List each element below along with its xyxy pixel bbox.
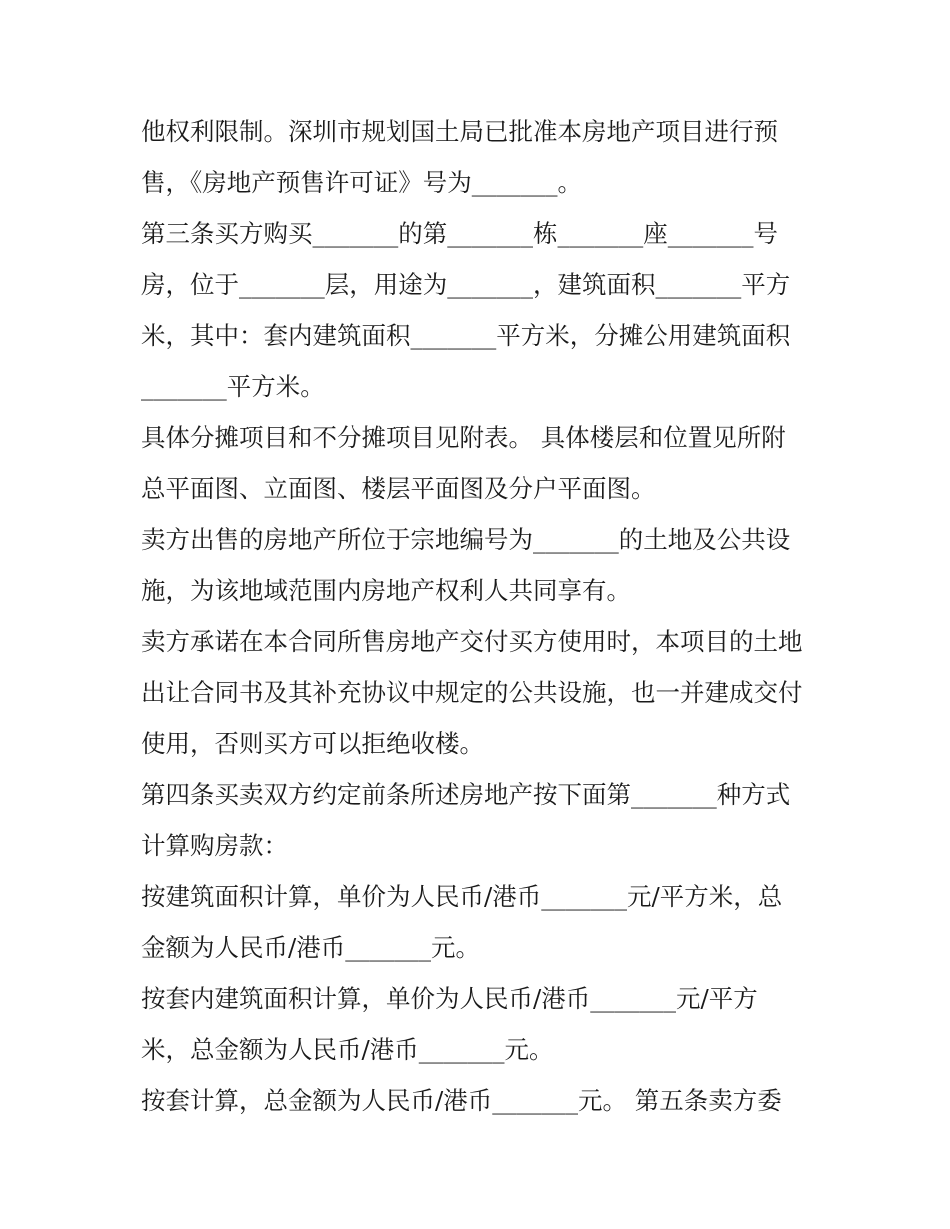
text-line: 出让合同书及其补充协议中规定的公共设施，也一并建成交付 [141,678,803,707]
text-line: 第四条买卖双方约定前条所述房地产按下面第_______种方式 [141,780,791,809]
text-line: 施，为该地域范围内房地产权利人共同享有。 [141,576,631,605]
text-line: 按建筑面积计算，单价为人民币/港币_______元/平方米，总 [141,882,783,911]
text-line: 米，总金额为人民币/港币_______元。 [141,1035,554,1064]
text-line: 售，《房地产预售许可证》号为_______。 [141,168,582,197]
text-line: 金额为人民币/港币_______元。 [141,933,481,962]
text-line: 卖方承诺在本合同所售房地产交付买方使用时，本项目的土地 [141,627,803,656]
text-line: 米，其中：套内建筑面积_______平方米，分摊公用建筑面积 [141,321,791,350]
text-line: 按套计算，总金额为人民币/港币_______元。 第五条卖方委 [141,1086,782,1115]
text-line: 房，位于_______层，用途为_______，建筑面积_______平方 [141,270,791,299]
text-line: 具体分摊项目和不分摊项目见附表。 具体楼层和位置见所附 [141,423,786,452]
text-line: 计算购房款： [141,831,288,860]
text-line: 他权利限制。深圳市规划国土局已批准本房地产项目进行预 [141,117,778,146]
document-body [141,106,821,1126]
text-line: 第三条买方购买_______的第_______栋_______座_______号 [141,219,778,248]
text-line: 卖方出售的房地产所位于宗地编号为_______的土地及公共设 [141,525,791,554]
text-line: 总平面图、立面图、楼层平面图及分户平面图。 [141,474,656,503]
text-line: 使用，否则买方可以拒绝收楼。 [141,729,484,758]
text-line: 按套内建筑面积计算，单价为人民币/港币_______元/平方 [141,984,758,1013]
text-line: _______平方米。 [141,372,325,401]
